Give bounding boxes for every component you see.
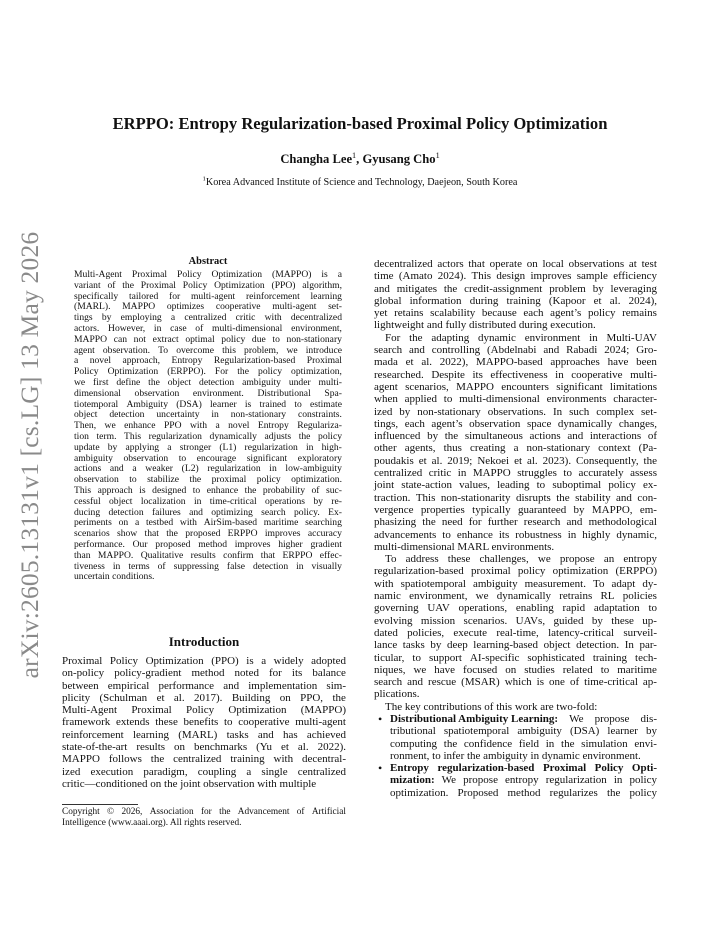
text-line: Copyright © 2026, Association for the Advancement of Artificial xyxy=(62,807,346,817)
text-line: Entropy regularization-based Proximal Policy Opti- xyxy=(390,762,657,775)
text-line: tings by employing a centralized critic with decentralized xyxy=(74,312,342,324)
text-line: researched. Despite its effectiveness in cooperative multi- xyxy=(374,368,657,381)
text-line: computing the confidence field in the simulation envi- xyxy=(390,737,657,750)
bullet-label: mization: xyxy=(390,774,435,787)
text-line: plications. xyxy=(374,688,420,701)
text-line: performance. Our proposed method improves higher gradient xyxy=(74,538,342,550)
author-name: Gyusang Cho xyxy=(362,152,436,166)
text-line: tiveness in terms of suppressing false detection in visually xyxy=(74,560,342,572)
text-line: search and rescue (MSAR) which is one of time-critical ap- xyxy=(374,676,657,689)
text-line: Proximal Policy Optimization (PPO) is a widely adopted xyxy=(62,655,346,667)
text-line: time (Amato 2024). This design improves sample efficiency xyxy=(374,270,657,283)
text-line: mization: We propose entropy regularization in policy xyxy=(390,774,657,787)
text-line: joint state-action values, leading to suboptimal policy ex- xyxy=(374,479,657,492)
text-line: on-policy policy-gradient method noted for its balance xyxy=(62,667,346,680)
author-list: Changha Lee$^1$, Gyusang Cho$^1$ xyxy=(280,150,440,166)
text-line: mada et al. 2022), MAPPO-based approaches have been xyxy=(374,356,657,369)
text-line: actions and a weaker (L2) regularization in low-ambiguity xyxy=(74,463,342,475)
bullet-mark: • xyxy=(378,761,383,776)
text-line: decentralized actors that operate on local observations at test xyxy=(374,258,657,270)
text-line: Intelligence (www.aaai.org). All rights reserved. xyxy=(62,817,242,828)
affiliation-mark: 1 xyxy=(202,175,206,183)
text-line: tings, each agent’s observation space dynamically changes, xyxy=(374,417,657,430)
text-line: ambiguity observation to encourage significant exploratory xyxy=(74,452,342,464)
text-line: namic environment, we dynamically retrains RL policies xyxy=(374,590,657,603)
text-line: evolving mission scenarios. UAVs, guided by these up- xyxy=(374,614,657,627)
affiliation-mark: 1 xyxy=(435,150,440,160)
text-line: state-of-the-art results on benchmarks (Yu et al. 2022). xyxy=(62,741,346,754)
text-line: Policy Optimization (ERPPO). For the policy optimization, xyxy=(74,366,342,378)
text-line: ducing detection failures and optimizing search policy. Ex- xyxy=(74,506,342,518)
paper-title: ERPPO: Entropy Regularization-based Proximal Policy Optimization xyxy=(112,114,608,133)
text-line: actors. However, in case of multi-dimensional environment, xyxy=(74,322,342,334)
text-line: plicity (Schulman et al. 2017). Building on PPO, the xyxy=(62,691,346,704)
text-line: MAPPO follows the centralized training with decentral- xyxy=(62,753,346,766)
affiliation-mark: 1 xyxy=(352,150,357,160)
text-line: traction. This non-stationarity disrupts the stability and con- xyxy=(374,491,657,504)
text-line: tiotemporal Ambiguity (DSA) learner is trained to estimate xyxy=(74,398,342,410)
author-name: Changha Lee xyxy=(280,152,353,166)
contribution-bullet xyxy=(374,762,657,799)
text-line: lightweight and fully distributed during execution. xyxy=(374,319,596,332)
affiliation xyxy=(60,177,660,188)
text-line: This approach is designed to enhance the probability of suc- xyxy=(74,484,342,496)
text-line: To address these challenges, we propose an entropy xyxy=(385,553,657,566)
introduction-body xyxy=(62,655,346,790)
text-line: search and controlling (Abdelnabi and Rabadi 2024; Gro- xyxy=(374,344,657,357)
text-line: specifically tailored for multi-agent reinforcement learning xyxy=(74,290,342,302)
text-line: observation to stabilize the proximal policy optimization. xyxy=(74,474,342,486)
text-line: influenced by the simultaneous actions and interactions of xyxy=(374,430,657,443)
text-line: scenarios show that the proposed ERPPO improves accuracy xyxy=(74,528,342,540)
text-line: Distributional Ambiguity Learning: We propose dis- xyxy=(390,712,657,725)
text-line: For the adapting dynamic environment in Multi-UAV xyxy=(385,331,657,344)
text-line: MAPPO can not extract optimal policy due to non-stationary xyxy=(74,333,342,345)
text-line: Multi-Agent Proximal Policy Optimization (MAPPO) is a xyxy=(74,269,342,280)
text-line: ronment, to infer the ambiguity in dynamic environment. xyxy=(390,749,641,762)
text-line: agent scenarios, MAPPO encounters significant limitations xyxy=(374,380,657,393)
text-line: multi-dimensional MARL environments. xyxy=(374,540,555,553)
text-line: The key contributions of this work are two-fold: xyxy=(385,700,598,713)
text-line: update by applying a stronger (L1) regularization in high- xyxy=(74,441,342,453)
text-line: regularization-based proximal policy optimization (ERPPO) xyxy=(374,565,657,578)
text-line: dimensional observation environment. Distributional Spa- xyxy=(74,387,342,399)
abstract-heading: Abstract xyxy=(188,256,228,267)
text-line: Multi-Agent Proximal Policy Optimization (MAPPO) xyxy=(62,704,346,717)
text-line: governing UAV operations, enabling rapid adaptation to xyxy=(374,602,657,615)
text-line: niques, we have focused on studies related to maritime xyxy=(374,663,657,676)
text-line: framework extends these benefits to cooperative multi-agent xyxy=(62,716,346,729)
text-line: Then, we enhance PPO with a novel Entropy Regulariza- xyxy=(74,420,342,432)
text-line: a novel approach, Entropy Regularization-based Proximal xyxy=(74,355,342,367)
text-line: object detection uncertainty in non-stationary constraints. xyxy=(74,409,342,421)
text-line: other agents, thus creating a non-stationary context (Pa- xyxy=(374,442,657,455)
abstract-body xyxy=(74,270,342,583)
text-line: ticular, to support AI-specific sophisticated training tech- xyxy=(374,651,657,664)
text-line: yet retains scalability because each agent’s policy remains xyxy=(374,307,657,320)
bullet-mark: • xyxy=(378,711,383,726)
text-line: critic—conditioned on the joint observation with multiple xyxy=(62,777,317,790)
text-line: ized by non-stationary observations. In such complex set- xyxy=(374,405,657,418)
text-line: cessful object localization in time-critical operations by re- xyxy=(74,495,342,507)
text-line: poudakis et al. 2019; Nekoei et al. 2023). Consequently, the xyxy=(374,454,657,467)
bullet-label: Distributional Ambiguity Learning: xyxy=(390,712,559,725)
text-line: between empirical performance and implementation sim- xyxy=(62,679,346,692)
copyright-footnote xyxy=(62,807,346,828)
text-line: tion term. This regularization dynamically adjusts the policy xyxy=(74,430,342,442)
text-line: periments on a testbed with AirSim-based maritime searching xyxy=(74,517,342,529)
text-line: with spatiotemporal ambiguity measurement. To adapt dy- xyxy=(374,577,657,590)
text-line: reinforcement learning (MARL) tasks and has achieved xyxy=(62,728,346,741)
text-line: dated policies, execute real-time, latency-critical surveil- xyxy=(374,626,657,639)
text-line: lance tasks by deep learning-based object detection. In par- xyxy=(374,639,657,652)
arxiv-identifier: arXiv:2605.13131v1 [cs.LG] 13 May 2026 xyxy=(15,231,44,679)
introduction-heading: Introduction xyxy=(168,634,240,649)
text-line: agent observation. To overcome this problem, we introduce xyxy=(74,344,342,356)
text-line: vergence properties typically guaranteed by MAPPO, em- xyxy=(374,503,657,516)
text-line: and mitigates the credit-assignment problem by leveraging xyxy=(374,282,657,295)
text-line: global information during training (Kapoor et al. 2024), xyxy=(374,294,657,307)
text-line: uncertain conditions. xyxy=(74,571,155,583)
affiliation-text: Korea Advanced Institute of Science and Technology, Daejeon, South Korea xyxy=(205,177,518,188)
text-line: we first define the object detection ambiguity under multi- xyxy=(74,376,342,388)
text-line: than MAPPO. Qualitative results confirm that ERPPO effec- xyxy=(74,549,342,561)
text-line: ized execution paradigm, coupling a single centralized xyxy=(62,765,346,778)
contribution-bullet xyxy=(374,713,657,762)
text-line: when applied to multi-dimensional environments character- xyxy=(374,393,657,406)
text-line: centralized critic in MAPPO struggles to accurately assess xyxy=(374,467,657,480)
right-column-body xyxy=(374,258,657,799)
text-line: (MARL). MAPPO optimizes cooperative multi-agent set- xyxy=(74,301,342,313)
arxiv-identifier-stamp xyxy=(8,231,52,679)
text-line: advancements to enhance its robustness in highly dynamic, xyxy=(374,528,657,541)
text-line: variant of the Proximal Policy Optimization (PPO) algorithm, xyxy=(74,279,342,291)
footnote-rule xyxy=(62,804,138,805)
text-line: phasizing the need for further research and methodological xyxy=(374,516,657,529)
text-line: optimization. Proposed method regularizes the policy xyxy=(390,786,657,799)
text-line: tributional spatiotemporal ambiguity (DSA) learner by xyxy=(390,725,657,738)
